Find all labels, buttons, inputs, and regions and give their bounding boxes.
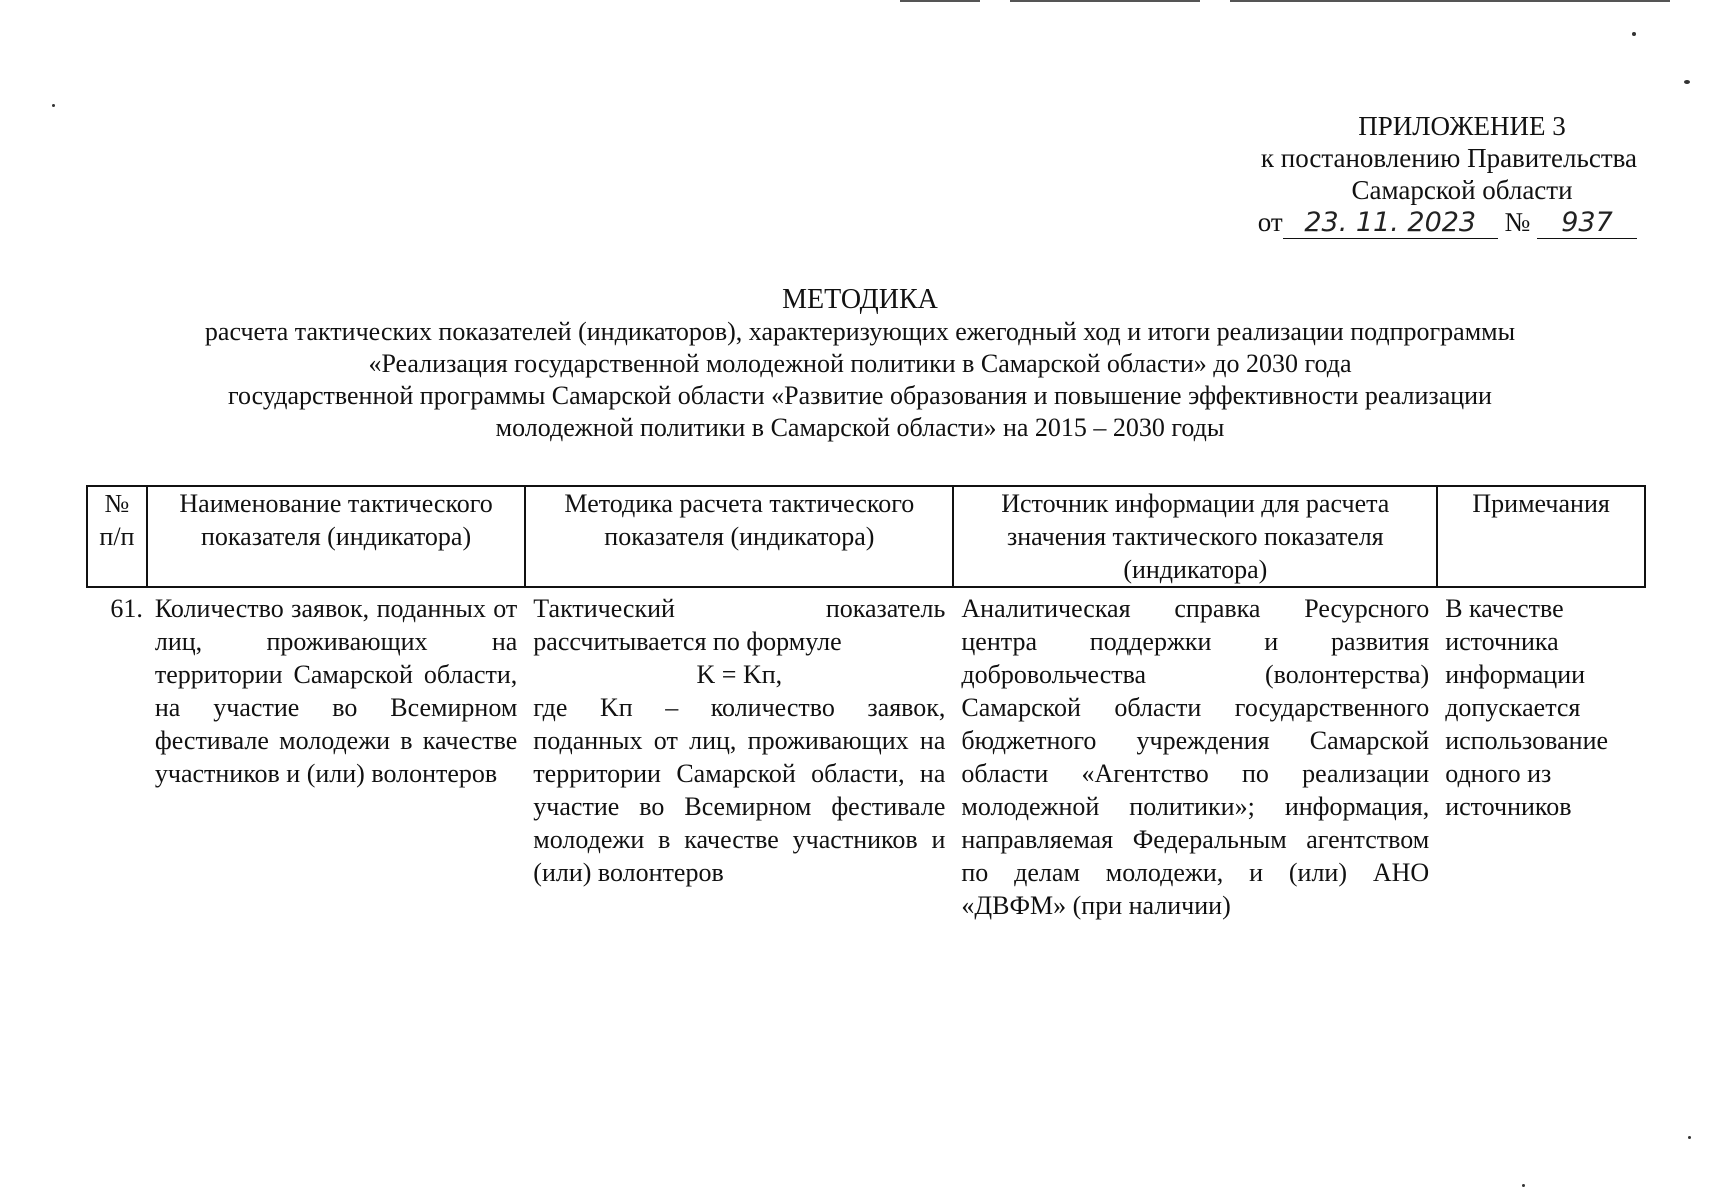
heading-line: молодежной политики в Самарской области» на 2015 – 2030 годы — [495, 413, 1225, 442]
header-name: Наименование тактического показателя (индикатора) — [147, 486, 525, 587]
handwritten-number: 937 — [1537, 208, 1637, 239]
header-method: Методика расчета тактического показателя (индикатора) — [525, 486, 953, 587]
document-heading — [120, 284, 1600, 444]
row-num: 61. — [110, 594, 143, 623]
table-header-row — [87, 486, 1645, 587]
method-formula: K = Kп, — [696, 660, 783, 689]
header-source: Источник информации для расчета значения тактического показателя (индикатора) — [953, 486, 1437, 587]
scan-artifact-line — [900, 0, 980, 2]
method-description: где Kп – количество заявок, поданных от лиц, проживающих на территории Самарской области, на участие во Всемирном фестивале молодежи в качестве участников и (или) волонтеров — [533, 693, 946, 887]
row-source-cell — [953, 587, 1437, 922]
row-indicator-name: Количество заявок, поданных от лиц, проживающих на территории Самарской области, на участие во Всемирном фестивале молодежи в качестве участников и (или) волонтеров — [154, 594, 518, 788]
heading-line: государственной программы Самарской области «Развитие образования и повышение эффективности реализации — [228, 381, 1492, 410]
scan-artifact-speck — [1688, 1136, 1691, 1139]
methodology-table — [86, 485, 1646, 922]
row-notes: В качестве источника информации допускается использование одного из источников — [1445, 594, 1609, 821]
scan-artifact-speck — [1522, 1184, 1525, 1187]
scan-artifact-line — [1230, 0, 1670, 2]
heading-line: «Реализация государственной молодежной политики в Самарской области» до 2030 года — [368, 349, 1352, 378]
appendix-decree-line: к постановлению Правительства — [1260, 143, 1637, 173]
scan-artifact-speck — [1684, 80, 1690, 84]
header-num: № п/п — [87, 486, 147, 587]
appendix-date-row — [1217, 206, 1637, 239]
appendix-block — [1217, 110, 1637, 239]
heading-line: расчета тактических показателей (индикаторов), характеризующих ежегодный ход и итоги реализации подпрограммы — [204, 317, 1516, 346]
table-row — [87, 587, 1645, 922]
scan-artifact-speck — [52, 104, 55, 107]
method-intro: Тактический показатель рассчитывается по формуле — [533, 594, 946, 656]
document-title: МЕТОДИКА — [782, 284, 938, 315]
date-prefix: от — [1257, 207, 1283, 237]
scan-artifact-line — [1010, 0, 1200, 2]
row-method-cell — [525, 587, 953, 922]
header-notes: Примечания — [1437, 486, 1645, 587]
source-secondary: информация, направляемая Федеральным агентством по делам молодежи, и (или) АНО «ДВФМ» (при наличии) — [961, 792, 1430, 920]
appendix-title: ПРИЛОЖЕНИЕ 3 — [1358, 111, 1566, 141]
source-primary: Аналитическая справка Ресурсного центра поддержки и развития добровольчества (волонтерства) Самарской области государственного бюджетного учреждения Самарской области «Агентство по реализации молодежной политики»; — [961, 594, 1430, 821]
number-prefix: № — [1504, 207, 1531, 237]
appendix-region-line: Самарской области — [1351, 175, 1573, 205]
handwritten-date: 23. 11. 2023 — [1283, 208, 1498, 239]
scan-artifact-speck — [1632, 32, 1636, 36]
